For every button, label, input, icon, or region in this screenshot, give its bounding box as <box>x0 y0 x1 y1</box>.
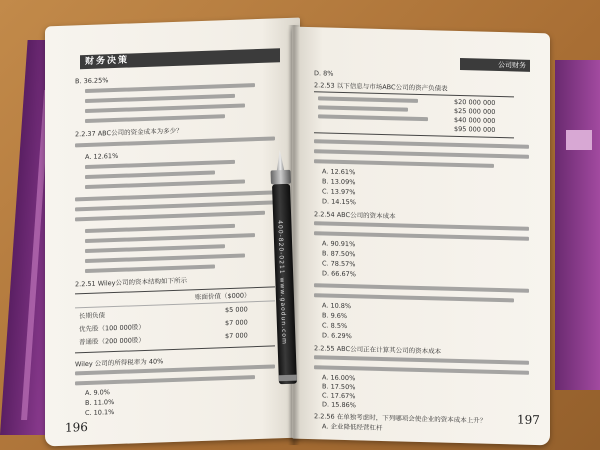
table-row-value: $5 000 <box>225 305 248 315</box>
right-snippet: A. 90.91% <box>322 239 356 249</box>
right-snippet: 2.2.56 在单独考虑时，下列哪项会使企业的资本成本上升？ <box>314 412 487 425</box>
cover-tab <box>566 130 592 150</box>
table-value: $20 000 000 <box>454 97 496 107</box>
right-snippet: B. 87.50% <box>322 249 356 259</box>
right-snippet: A. 12.61% <box>322 167 356 177</box>
table-header: 账面价值（$000） <box>195 291 251 302</box>
text-line <box>75 136 275 147</box>
text-line <box>85 171 215 180</box>
text-line <box>85 179 245 189</box>
book-cover-right <box>555 60 600 390</box>
left-page-number: 196 <box>65 419 88 435</box>
right-snippet: C. 17.67% <box>322 391 356 401</box>
table-row-label: 长期负债 <box>79 311 105 321</box>
right-page <box>292 27 550 446</box>
left-snippet: B. 11.0% <box>85 398 115 408</box>
right-snippet: A. 16.00% <box>322 373 356 383</box>
text-line <box>314 139 529 149</box>
right-page-number: 197 <box>517 412 540 428</box>
text-line <box>85 265 215 274</box>
text-line <box>85 103 245 113</box>
right-snippet: C. 78.57% <box>322 259 356 269</box>
table-row-value: $7 000 <box>225 318 248 328</box>
table-row-value: $7 000 <box>225 331 248 341</box>
right-snippet: B. 17.50% <box>322 382 356 392</box>
right-snippet: B. 9.6% <box>322 311 348 321</box>
balance-sheet-table <box>314 91 514 138</box>
right-snippet: B. 13.09% <box>322 177 356 187</box>
right-snippet: D. 15.86% <box>322 400 356 410</box>
text-line <box>85 233 255 243</box>
right-snippet: A. 企业降低经营杠杆 <box>322 422 383 432</box>
text-line <box>85 114 225 123</box>
text-line <box>85 253 245 263</box>
text-line <box>318 105 408 111</box>
pen-imprint: 400-820-0211 www.gaodun.com <box>276 220 288 345</box>
text-line <box>85 83 255 93</box>
text-line <box>314 283 529 293</box>
text-line <box>318 114 428 121</box>
text-line <box>314 355 529 365</box>
left-snippet: 2.2.37 ABC公司的资金成本为多少？ <box>75 126 183 139</box>
right-header-title: 公司财务 <box>498 61 526 70</box>
text-line <box>85 224 235 233</box>
text-line <box>85 94 235 103</box>
left-snippet: B. 36.25% <box>75 76 109 86</box>
text-line <box>314 149 529 159</box>
table-row-label: 优先股（100 000股） <box>79 322 145 334</box>
left-snippet: C. 10.1% <box>85 408 115 418</box>
capital-structure-table <box>75 286 275 353</box>
right-snippet: 2.2.55 ABC公司正在计算其公司的资本成本 <box>314 344 442 356</box>
right-snippet: A. 10.8% <box>322 301 352 311</box>
text-line <box>75 200 280 211</box>
left-snippet: A. 9.0% <box>85 388 110 398</box>
right-snippet: C. 8.5% <box>322 321 348 331</box>
left-header-title: 财务决策 <box>85 55 130 68</box>
right-snippet: C. 13.97% <box>322 187 356 197</box>
right-snippet: D. 6.29% <box>322 331 352 341</box>
right-snippet: 2.2.53 以下信息与市场ABC公司的资产负债表 <box>314 81 448 93</box>
pen-grip <box>271 170 291 185</box>
text-line <box>318 96 418 103</box>
text-line <box>314 221 529 231</box>
pen-tip <box>276 150 285 172</box>
table-value: $25 000 000 <box>454 106 496 116</box>
text-line <box>75 375 255 385</box>
right-snippet: D. 14.15% <box>322 197 356 207</box>
text-line <box>85 160 235 169</box>
table-value: $95 000 000 <box>454 124 496 134</box>
left-snippet: A. 12.61% <box>85 151 119 162</box>
left-page <box>45 18 300 447</box>
text-line <box>314 159 494 168</box>
table-row-label: 普通股（200 000股） <box>79 335 145 347</box>
left-snippet: 2.2.51 Wiley公司的资本结构如下所示 <box>75 276 187 289</box>
text-line <box>75 211 265 222</box>
table-value: $40 000 000 <box>454 115 496 125</box>
left-snippet: Wiley 公司的所得税率为 40% <box>75 357 164 369</box>
right-snippet: D. 8% <box>314 69 334 78</box>
text-line <box>85 244 225 253</box>
text-line <box>75 190 280 201</box>
right-snippet: D. 66.67% <box>322 269 356 279</box>
pen-ring <box>279 375 297 382</box>
right-snippet: 2.2.54 ABC公司的资本成本 <box>314 210 396 221</box>
